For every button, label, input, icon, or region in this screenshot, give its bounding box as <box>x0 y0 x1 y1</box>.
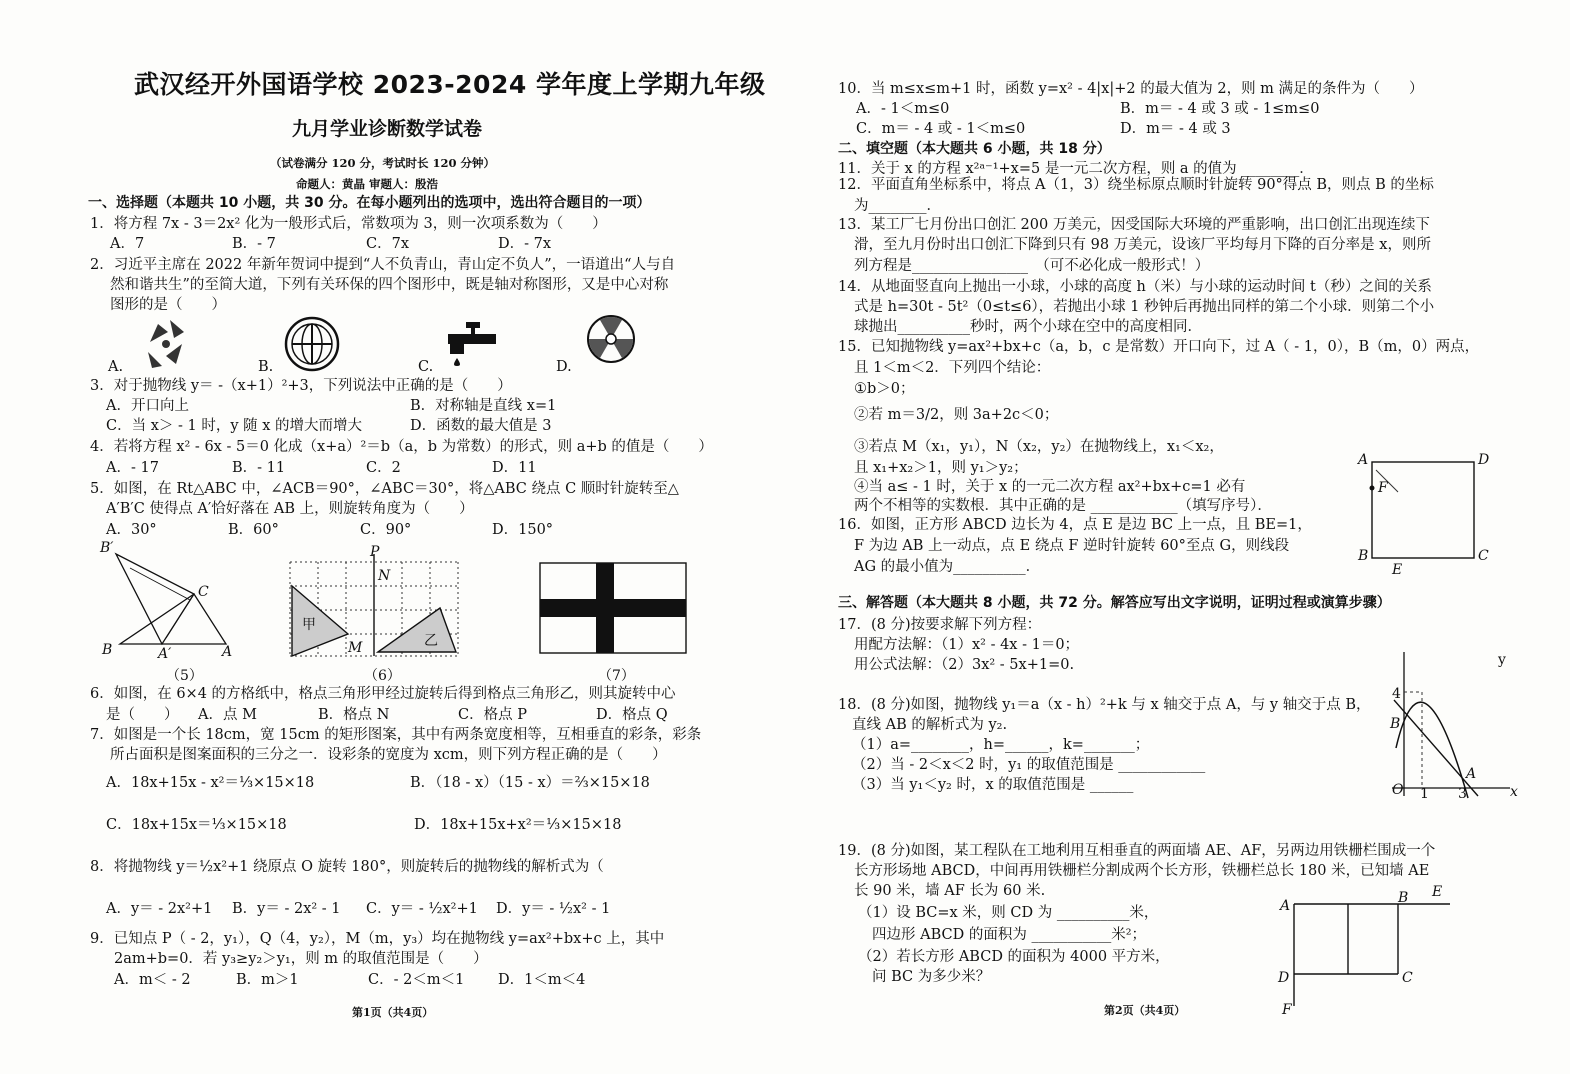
fig6-label-m: M <box>348 640 363 656</box>
q19-line2: 长方形场地 ABCD，中间再用铁栅栏分割成两个长方形，铁栅栏总长 180 米，已知墙 AE <box>854 863 1430 879</box>
fig6-caption: （6） <box>364 668 401 684</box>
q11-text: 11．关于 x 的方程 x²ᵃ⁻¹+x=5 是一元二次方程，则 a 的值为 ________． <box>838 161 1314 177</box>
q6-option-c: C．格点 P <box>458 707 527 723</box>
fig18-label-3: 3 <box>1458 786 1467 802</box>
q4-option-d: D．11 <box>492 460 537 476</box>
exam-title: 武汉经开外国语学校 2023-2024 学年度上学期九年级 <box>134 70 766 99</box>
section-fill-title: 二、填空题（本大题共 6 小题，共 18 分） <box>838 141 1111 157</box>
q9-option-b: B．m＞1 <box>236 972 299 988</box>
q15-line2: 且 1＜m＜2．下列四个结论： <box>854 360 1051 376</box>
q1-option-c: C．7x <box>366 236 409 252</box>
fig5-label-a: A <box>222 644 233 660</box>
q5-option-c: C．90° <box>360 522 412 538</box>
fig5-caption: （5） <box>166 668 203 684</box>
q10-option-c: C．m＝ - 4 或 - 1＜m≤0 <box>856 121 1026 137</box>
q15-conclusion-1: ①b＞0； <box>854 381 915 397</box>
fig18-label-a: A <box>1466 766 1477 782</box>
page-1-footer: 第1页（共4页） <box>352 1006 434 1019</box>
q16-line1: 16．如图，正方形 ABCD 边长为 4，点 E 是边 BC 上一点，且 BE=1， <box>838 517 1312 533</box>
q15-conclusion-4a: ④当 a≤ - 1 时，关于 x 的一元二次方程 ax²+bx+c=1 必有 <box>854 479 1246 495</box>
q17-line1: 17．(8 分)按要求解下列方程： <box>838 617 1042 633</box>
exam-subtitle: 九月学业诊断数学试卷 <box>292 118 483 140</box>
q4-stem: 4．若将方程 x² - 6x - 5＝0 化成（x+a）²＝b（a，b 为常数）的形式，则 a+b 的值是（ ） <box>90 439 713 455</box>
q19-line6: （2）若长方形 ABCD 的面积为 4000 平方米， <box>858 949 1170 965</box>
figure-5-triangles <box>110 548 240 652</box>
fig6-label-jia: 甲 <box>302 617 316 633</box>
q1-option-a: A．7 <box>110 236 145 252</box>
q10-option-b: B．m＝ - 4 或 3 或 - 1≤m≤0 <box>1120 101 1320 117</box>
q6-option-d: D．格点 Q <box>596 707 668 723</box>
section-choice-title: 一、选择题（本题共 10 小题，共 30 分。在每小题列出的选项中，选出符合题目的一项） <box>88 195 651 211</box>
fig7-caption: （7） <box>598 668 635 684</box>
q18-line4: （2）当 - 2＜x＜2 时，y₁ 的取值范围是 ____________ <box>852 757 1206 773</box>
section-solve-title: 三、解答题（本大题共 8 小题，共 72 分。解答应写出文字说明，证明过程或演算步骤） <box>838 595 1391 611</box>
q2-option-a: A. <box>108 359 124 375</box>
q13-line2: 滑，至九月份时出口创汇下降到只有 98 万美元，设该厂平均每月下降的百分率是 x，则所 <box>854 237 1431 253</box>
q18-line3: （1）a=________，h=______，k=_______； <box>852 737 1150 753</box>
fig16-label-c: C <box>1478 548 1489 564</box>
exam-note: （试卷满分 120 分，考试时长 120 分钟） <box>270 156 496 170</box>
figure-19-fence <box>1290 898 1460 1008</box>
fig16-label-a: A <box>1358 452 1369 468</box>
fig5-label-a-prime: A′ <box>158 646 172 662</box>
q15-line1: 15．已知抛物线 y=ax²+bx+c（a，b，c 是常数）开口向下，过 A（ - 1，0），B（m，0）两点， <box>838 339 1480 355</box>
q7-line2: 所占面积是图案面积的三分之一．设彩条的宽度为 xcm，则下列方程正确的是（ ） <box>110 747 667 763</box>
exam-authors: 命题人：黄晶 审题人：殷浩 <box>296 177 439 191</box>
fig19-label-d: D <box>1278 970 1290 986</box>
q6-line1: 6．如图，在 6×4 的方格纸中，格点三角形甲经过旋转后得到格点三角形乙，则其旋转中心 <box>90 686 676 702</box>
right-page <box>790 0 1570 1074</box>
q5-option-d: D．150° <box>492 522 554 538</box>
q3-option-b: B．对称轴是直线 x=1 <box>410 398 557 414</box>
fig19-label-a: A <box>1280 898 1291 914</box>
q12-line2: 为________． <box>854 198 941 214</box>
q19-line7: 问 BC 为多少米？ <box>872 969 991 985</box>
q8-option-b: B．y＝ - 2x² - 1 <box>232 901 341 917</box>
fig18-label-4: 4 <box>1392 686 1401 702</box>
q18-line5: （3）当 y₁＜y₂ 时，x 的取值范围是 ______ <box>852 777 1134 793</box>
q15-conclusion-3b: 且 x₁+x₂＞1，则 y₁＞y₂； <box>854 460 1028 476</box>
q15-conclusion-2: ②若 m＝3/2，则 3a+2c＜0； <box>854 407 1059 423</box>
q2-line1: 2．习近平主席在 2022 年新年贺词中提到“人不负青山，青山定不负人”，一语道出“人与自 <box>90 257 676 273</box>
q3-option-a: A．开口向上 <box>106 398 189 414</box>
q9-line1: 9．已知点 P（ - 2，y₁），Q（4，y₂），M（m，y₃）均在抛物线 y=ax²+bx+c 上，其中 <box>90 931 665 947</box>
q17-line2: 用配方法解：（1）x² - 4x - 1＝0； <box>854 637 1080 653</box>
q9-option-d: D．1＜m＜4 <box>498 972 586 988</box>
q13-line1: 13．某工厂七月份出口创汇 200 万美元，因受国际大环境的严重影响，出口创汇出现连续下 <box>838 217 1430 233</box>
q1-stem: 1．将方程 7x - 3＝2x² 化为一般形式后，常数项为 3，则一次项系数为（ ） <box>90 216 607 232</box>
fig18-label-o: O <box>1392 782 1404 798</box>
q6-option-b: B．格点 N <box>318 707 390 723</box>
q10-option-d: D．m＝ - 4 或 3 <box>1120 121 1231 137</box>
fig16-label-f: F <box>1378 480 1388 496</box>
fig19-label-b: B <box>1398 890 1409 906</box>
q19-line5: 四边形 ABCD 的面积为 ___________米²； <box>872 927 1147 943</box>
q17-line3: 用公式法解：（2）3x² - 5x+1=0. <box>854 657 1075 673</box>
fig16-label-e: E <box>1392 562 1403 578</box>
q8-option-d: D．y＝ - ½x² - 1 <box>496 901 611 917</box>
q14-line1: 14．从地面竖直向上抛出一小球，小球的高度 h（米）与小球的运动时间 t（秒）之间的关系 <box>838 279 1432 295</box>
figure-16-square <box>1370 460 1476 560</box>
q19-line4: （1）设 BC=x 米，则 CD 为 __________米， <box>858 905 1159 921</box>
page-2-footer: 第2页（共4页） <box>1104 1004 1186 1017</box>
fig18-label-y: y <box>1498 652 1506 668</box>
q15-conclusion-4b: 两个不相等的实数根．其中正确的是 ____________（填写序号）． <box>854 498 1272 514</box>
q3-stem: 3．对于抛物线 y＝ -（x+1）²+3，下列说法中正确的是（ ） <box>90 378 512 394</box>
q9-option-c: C．- 2＜m＜1 <box>368 972 465 988</box>
fig16-label-b: B <box>1358 548 1369 564</box>
q18-line2: 直线 AB 的解析式为 y₂. <box>852 717 1008 733</box>
q3-option-c: C．当 x＞ - 1 时，y 随 x 的增大而增大 <box>106 418 363 434</box>
faucet-icon <box>444 320 502 368</box>
q5-line2: A′B′C 使得点 A′恰好落在 AB 上，则旋转角度为（ ） <box>106 501 474 517</box>
q2-option-c: C. <box>418 359 434 375</box>
q7-option-b: B．（18 - x）（15 - x）＝⅔×15×18 <box>410 775 650 791</box>
q7-option-a: A．18x+15x - x²＝⅓×15×18 <box>106 775 315 791</box>
q5-option-b: B．60° <box>228 522 279 538</box>
fig18-label-1: 1 <box>1420 786 1429 802</box>
q7-option-d: D．18x+15x+x²＝⅓×15×18 <box>414 817 622 833</box>
fig6-label-n: N <box>378 568 391 584</box>
q14-line2: 式是 h=30t - 5t²（0≤t≤6），若抛出小球 1 秒钟后再抛出同样的第二个小球．则第二个小 <box>854 299 1435 315</box>
fig18-label-b: B <box>1390 716 1401 732</box>
q1-option-d: D．- 7x <box>498 236 552 252</box>
q5-line1: 5．如图，在 Rt△ABC 中，∠ACB＝90°，∠ABC＝30°，将△ABC 绕点 C 顺时针旋转至△ <box>90 481 679 497</box>
fig19-label-f: F <box>1282 1002 1292 1018</box>
fig5-label-b-prime: B′ <box>100 540 114 556</box>
q18-line1: 18．(8 分)如图，抛物线 y₁＝a（x - h）²+k 与 x 轴交于点 A，与 y 轴交于点 B， <box>838 697 1371 713</box>
fig6-label-yi: 乙 <box>424 633 438 649</box>
q2-line2: 然和谐共生”的至简大道，下列有关环保的四个图形中，既是轴对称图形，又是中心对称 <box>110 277 669 293</box>
q9-line2: 2am+b=0．若 y₃≥y₂＞y₁，则 m 的取值范围是（ ） <box>114 951 488 967</box>
q19-line3: 长 90 米，墙 AF 长为 60 米. <box>854 883 1046 899</box>
q2-option-b: B. <box>258 359 274 375</box>
fig6-label-p: P <box>370 544 380 560</box>
fig16-label-d: D <box>1478 452 1490 468</box>
q4-option-a: A．- 17 <box>106 460 159 476</box>
fig19-label-e: E <box>1432 884 1443 900</box>
globe-icon <box>284 316 340 372</box>
q16-line2: F 为边 AB 上一动点，点 E 绕点 F 逆时针旋转 60°至点 G，则线段 <box>854 538 1290 554</box>
q9-option-a: A．m＜ - 2 <box>114 972 191 988</box>
radiation-icon <box>586 314 636 364</box>
q15-conclusion-3a: ③若点 M（x₁，y₁），N（x₂，y₂）在抛物线上，x₁＜x₂， <box>854 439 1224 455</box>
figure-7-rectangle <box>540 563 688 655</box>
q8-option-c: C．y＝ - ½x²+1 <box>366 901 478 917</box>
recycle-icon <box>140 312 192 370</box>
q10-option-a: A．- 1＜m≤0 <box>856 101 950 117</box>
q16-line3: AG 的最小值为__________． <box>854 559 1041 575</box>
q2-line3: 图形的是（ ） <box>110 297 226 313</box>
q13-line3: 列方程是________________ （可不必化成一般形式！） <box>854 258 1210 274</box>
fig18-label-x: x <box>1510 784 1518 800</box>
q3-option-d: D．函数的最大值是 3 <box>410 418 552 434</box>
q7-line1: 7．如图是一个长 18cm，宽 15cm 的矩形图案，其中有两条宽度相等，互相垂直的彩条，彩条 <box>90 727 702 743</box>
q19-line1: 19．(8 分)如图，某工程队在工地利用互相垂直的两面墙 AE、AF，另两边用铁栅栏围成一个 <box>838 843 1436 859</box>
q5-option-a: A．30° <box>106 522 157 538</box>
q14-line3: 球抛出__________秒时，两个小球在空中的高度相同． <box>854 319 1202 335</box>
q12-line1: 12．平面直角坐标系中，将点 A（1，3）绕坐标原点顺时针旋转 90°得点 B，则点 B 的坐标 <box>838 177 1434 193</box>
q6-line2: 是（ ） <box>106 707 179 723</box>
q6-option-a: A．点 M <box>198 707 257 723</box>
fig19-label-c: C <box>1402 970 1413 986</box>
left-page <box>0 0 780 1074</box>
q8-stem: 8．将抛物线 y＝½x²+1 绕原点 O 旋转 180°，则旋转后的抛物线的解析式为（ <box>90 859 604 875</box>
q10-stem: 10．当 m≤x≤m+1 时，函数 y=x² - 4|x|+2 的最大值为 2，则 m 满足的条件为（ ） <box>838 81 1424 97</box>
figure-18-parabola <box>1386 648 1516 798</box>
q4-option-b: B．- 11 <box>232 460 286 476</box>
q7-option-c: C．18x+15x＝⅓×15×18 <box>106 817 287 833</box>
q8-option-a: A．y＝ - 2x²+1 <box>106 901 213 917</box>
q1-option-b: B．- 7 <box>232 236 276 252</box>
q2-option-d: D. <box>556 359 572 375</box>
fig5-label-b: B <box>102 642 113 658</box>
fig5-label-c: C <box>198 584 209 600</box>
q4-option-c: C．2 <box>366 460 401 476</box>
